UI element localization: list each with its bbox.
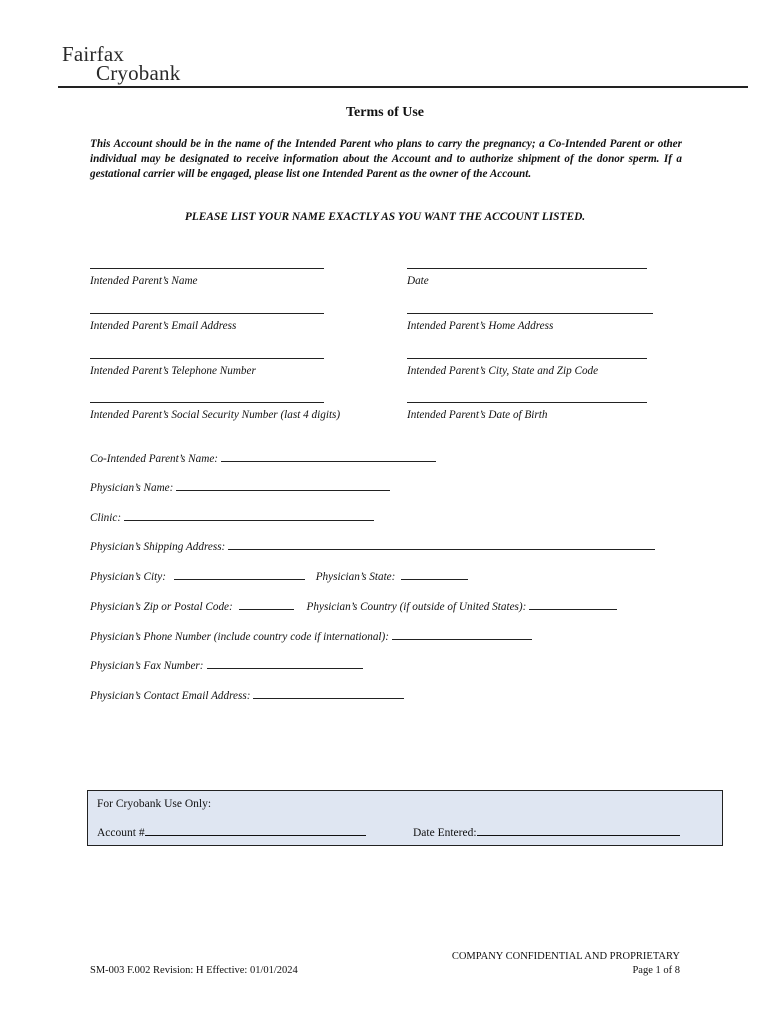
clinic-blank[interactable]: [124, 510, 374, 521]
co-parent-row: [90, 451, 436, 465]
office-use-heading: For Cryobank Use Only:: [97, 798, 212, 810]
telephone-blank[interactable]: [90, 346, 324, 359]
date-entered-blank[interactable]: [477, 825, 680, 836]
logo-line-2: Cryobank: [96, 61, 181, 85]
physician-email-label: Physician’s Contact Email Address:: [90, 690, 251, 702]
date-field[interactable]: [407, 256, 647, 287]
dob-label: Intended Parent’s Date of Birth: [407, 409, 548, 421]
name-blank[interactable]: [90, 256, 324, 269]
physician-country-blank[interactable]: [529, 599, 617, 610]
name-instruction: PLEASE LIST YOUR NAME EXACTLY AS YOU WANT THE ACCOUNT LISTED.: [184, 211, 586, 223]
page-number: Page 1 of 8: [632, 965, 680, 976]
ssn-blank[interactable]: [90, 390, 324, 403]
header-rule: [58, 86, 748, 88]
physician-name-row: [90, 480, 390, 494]
name-label: Intended Parent’s Name: [90, 275, 198, 287]
telephone-label: Intended Parent’s Telephone Number: [90, 365, 256, 377]
home-address-blank[interactable]: [407, 301, 653, 314]
physician-state-blank[interactable]: [401, 569, 468, 580]
physician-name-label: Physician’s Name:: [90, 482, 174, 494]
dob-field[interactable]: [407, 390, 647, 421]
date-entered-field: [413, 825, 680, 839]
physician-zip-blank[interactable]: [239, 599, 294, 610]
physician-city-blank[interactable]: [174, 569, 305, 580]
co-parent-blank[interactable]: [221, 451, 436, 462]
account-number-blank[interactable]: [145, 825, 366, 836]
physician-name-blank[interactable]: [176, 480, 390, 491]
physician-city-label: Physician’s City:: [90, 571, 166, 583]
email-label: Intended Parent’s Email Address: [90, 320, 237, 332]
city-state-zip-blank[interactable]: [407, 346, 647, 359]
physician-state-label: Physician’s State:: [315, 571, 396, 583]
shipping-row: [90, 539, 655, 553]
clinic-label: Clinic:: [90, 512, 122, 524]
zip-country-row: [90, 599, 617, 613]
physician-fax-label: Physician’s Fax Number:: [90, 660, 204, 672]
ssn-field[interactable]: [90, 390, 341, 421]
home-address-field[interactable]: [407, 301, 653, 332]
physician-fax-blank[interactable]: [207, 658, 363, 669]
clinic-row: [90, 510, 374, 524]
city-state-zip-label: Intended Parent’s City, State and Zip Code: [407, 365, 599, 377]
shipping-blank[interactable]: [228, 539, 655, 550]
fairfax-cryobank-logo: [62, 42, 212, 86]
account-number-label: Account #: [97, 827, 145, 839]
cryobank-use-only-box: [87, 790, 723, 846]
home-address-label: Intended Parent’s Home Address: [407, 320, 554, 332]
ssn-label: Intended Parent’s Social Security Number (last 4 digits): [90, 409, 341, 421]
physician-country-label: Physician’s Country (if outside of United States):: [306, 601, 527, 613]
confidential-notice: COMPANY CONFIDENTIAL AND PROPRIETARY: [451, 951, 680, 962]
physician-phone-blank[interactable]: [392, 629, 532, 640]
physician-phone-row: [90, 629, 532, 643]
page-title: Terms of Use: [345, 105, 425, 120]
co-parent-label: Co-Intended Parent’s Name:: [90, 453, 219, 465]
email-field[interactable]: [90, 301, 324, 332]
physician-email-row: [90, 688, 404, 702]
dob-blank[interactable]: [407, 390, 647, 403]
telephone-field[interactable]: [90, 346, 324, 377]
logo-line-1: Fairfax: [62, 42, 125, 66]
account-number-field: [97, 825, 366, 839]
physician-email-blank[interactable]: [253, 688, 404, 699]
physician-phone-label: Physician’s Phone Number (include country code if international):: [90, 631, 389, 643]
city-state-row: [90, 569, 468, 583]
intended-parent-name-field[interactable]: [90, 256, 324, 287]
city-state-zip-field[interactable]: [407, 346, 647, 377]
intro-paragraph: This Account should be in the name of the Intended Parent who plans to carry the pregnancy; a Co-Intended Parent or other individual may be designated to receive information about the Account and to authorize shipment of the donor sperm. If a gestational carrier will be engaged, please list one Intended Parent as the owner of the Account.: [90, 138, 682, 180]
document-id: SM-003 F.002 Revision: H Effective: 01/01/2024: [90, 965, 298, 976]
physician-fax-row: [90, 658, 363, 672]
date-entered-label: Date Entered:: [413, 827, 477, 839]
date-blank[interactable]: [407, 256, 647, 269]
date-label: Date: [407, 275, 429, 287]
shipping-label: Physician’s Shipping Address:: [90, 541, 226, 553]
email-blank[interactable]: [90, 301, 324, 314]
physician-zip-label: Physician’s Zip or Postal Code:: [90, 601, 233, 613]
